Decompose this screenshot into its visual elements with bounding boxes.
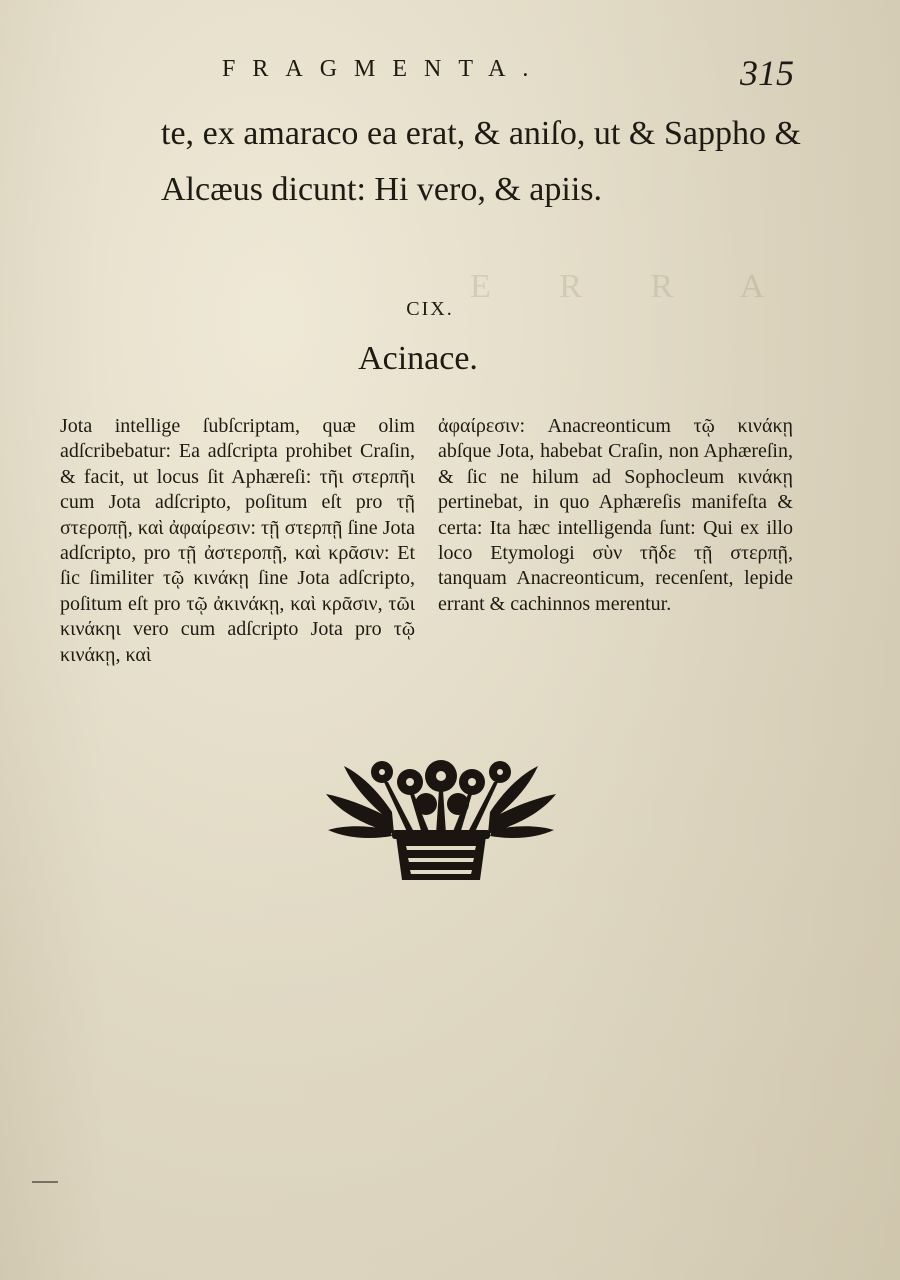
two-column-body	[60, 414, 800, 704]
section-title: Acinace.	[358, 340, 478, 377]
page-number: 315	[740, 53, 794, 93]
running-title: FRAGMENTA.	[222, 56, 546, 82]
left-column-text: Jota intellige ſubſcriptam, quæ olim adſcribebatur: Ea adſcripta prohibet Craſin, & facit, ut locus ſit Aphæreſi: τῆι στερπῆι cum Jota adſcripto, poſitum eſt pro τῇ στεροπῇ, καὶ ἀφαίρεσιν: τῇ στερπῇ ſine Jota adſcripto, pro τῇ ἀστεροπῇ, καὶ κρᾶσιν: Et ſic ſimiliter τῷ κινάκῃ ſine Jota adſcripto, poſitum eſt pro τῷ ἀκινάκῃ, καὶ κρᾶσιν, τῶι κινάκηι vero cum adſcripto Jota pro τῷ κινάκῃ, καὶ	[60, 415, 415, 666]
margin-mark	[32, 1181, 58, 1183]
page-header	[0, 52, 900, 96]
right-column-text: ἀφαίρεσιν: Anacreonticum τῷ κινάκῃ abſque Jota, habebat Craſin, non Aphæreſin, & ſic ne hilum ad Sophocleum κινάκῃ pertinebat, in quo Aphæreſis manifeſta & certa: Ita hæc intelligenda ſunt: Qui ex illo loco Etymologi σὺν τῆδε τῇ στερπῇ, tanquam Anacreonticum, recenſent, lepide errant & cachinnos merentur.	[438, 415, 793, 615]
section-number: CIX.	[406, 298, 454, 320]
flower-basket-icon	[322, 754, 560, 884]
lead-paragraph	[161, 106, 801, 218]
lead-text: te, ex amaraco ea erat, & aniſo, ut & Sappho & Alcæus dicunt: Hi vero, & apiis.	[161, 115, 801, 208]
show-through-bleed: E R R A	[470, 268, 795, 305]
